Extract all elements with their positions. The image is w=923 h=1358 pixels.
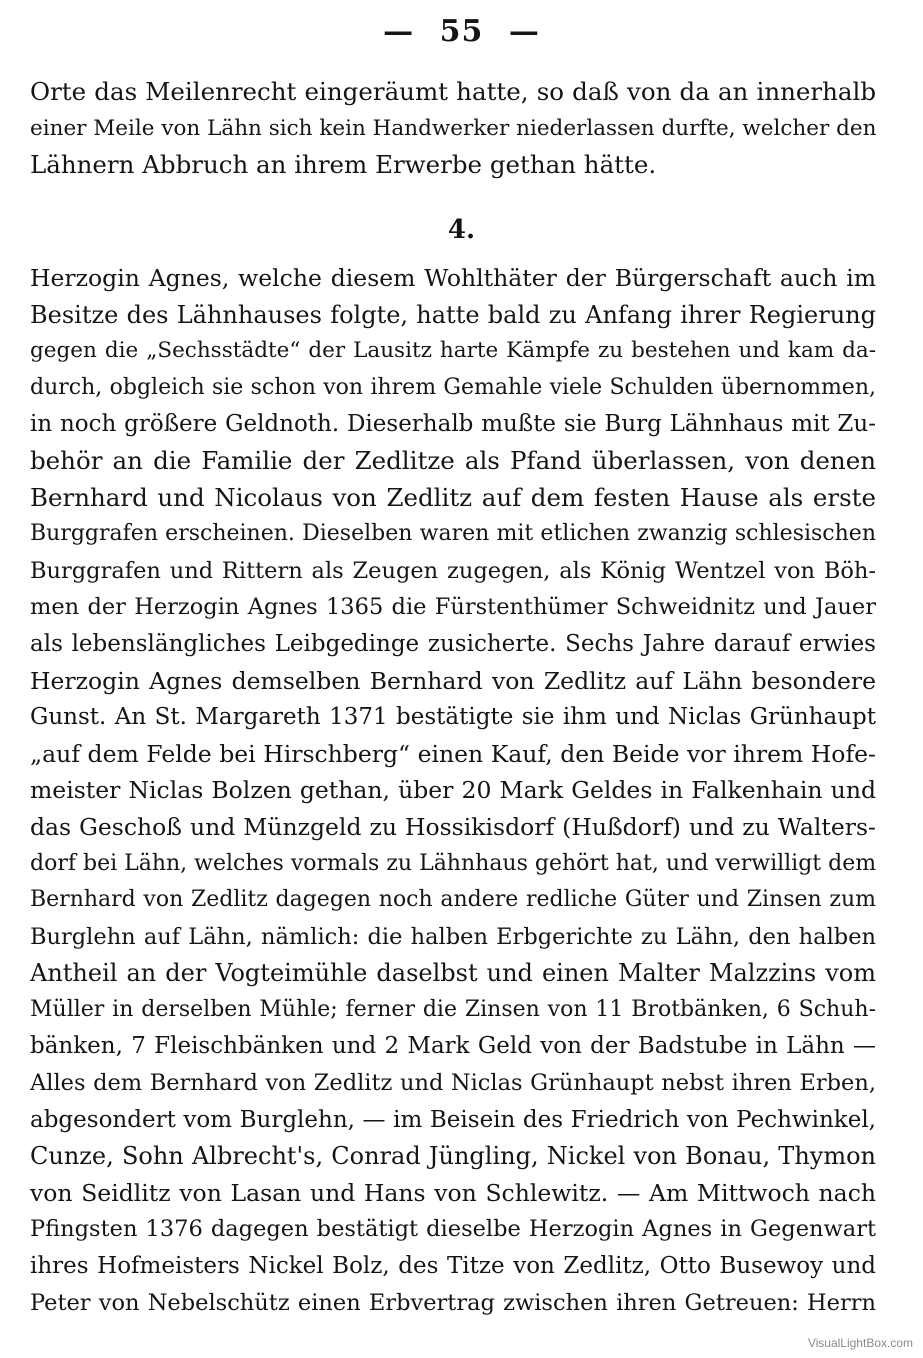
- header-dash-right: —: [508, 14, 540, 49]
- text-line: ihres Hofmeisters Nickel Bolz, des Titze von Zedlitz, Otto Busewoy und: [30, 1253, 876, 1280]
- text-line: als lebenslängliches Leibgedinge zusicherte. Sechs Jahre darauf erwies: [30, 630, 876, 657]
- text-line: Gunst. An St. Margareth 1371 bestätigte sie ihm und Niclas Grünhaupt: [30, 704, 876, 731]
- text-line: abgesondert vom Burglehn, — im Beisein des Friedrich von Pechwinkel,: [30, 1106, 876, 1133]
- text-line: von Seidlitz von Lasan und Hans von Schlewitz. — Am Mittwoch nach: [30, 1178, 876, 1207]
- text-line: Müller in derselben Mühle; ferner die Zinsen von 11 Brotbänken, 6 Schuh-: [30, 996, 876, 1022]
- text-line: Alles dem Bernhard von Zedlitz und Niclas Grünhaupt nebst ihren Erben,: [30, 1070, 876, 1097]
- text-line: in noch größere Geldnoth. Dieserhalb mußte sie Burg Lähnhaus mit Zu-: [30, 411, 876, 438]
- text-line: men der Herzogin Agnes 1365 die Fürstenthümer Schweidnitz und Jauer: [30, 594, 876, 621]
- text-line: gegen die „Sechsstädte“ der Lausitz harte Kämpfe zu bestehen und kam da-: [30, 338, 876, 364]
- text-line: dorf bei Lähn, welches vormals zu Lähnhaus gehört hat, und verwilligt dem: [30, 850, 876, 876]
- text-line: Herzogin Agnes, welche diesem Wohlthäter der Bürgerschaft auch im: [30, 264, 876, 292]
- text-line: Pfingsten 1376 dagegen bestätigt dieselbe Herzogin Agnes in Gegenwart: [30, 1216, 876, 1243]
- text-line: bänken, 7 Fleischbänken und 2 Mark Geld von der Badstube in Lähn —: [30, 1033, 876, 1060]
- text-line: Orte das Meilenrecht eingeräumt hatte, so daß von da an innerhalb: [30, 77, 876, 106]
- page-header: [0, 14, 923, 50]
- text-line: behör an die Familie der Zedlitze als Pfand überlassen, von denen: [30, 445, 876, 475]
- text-line: Bernhard von Zedlitz dagegen noch andere redliche Güter und Zinsen zum: [30, 887, 876, 913]
- page-number: 55: [439, 14, 484, 49]
- text-line: „auf dem Felde bei Hirschberg“ einen Kauf, den Beide vor ihrem Hofe-: [30, 739, 876, 768]
- text-line: Cunze, Sohn Albrecht's, Conrad Jüngling, Nickel von Bonau, Thymon: [30, 1142, 876, 1171]
- text-line: Lähnern Abbruch an ihrem Erwerbe gethan hätte.: [30, 150, 657, 180]
- section-number: 4.: [447, 215, 476, 245]
- text-line: Herzogin Agnes demselben Bernhard von Zedlitz auf Lähn besondere: [30, 666, 876, 695]
- text-line: Burggrafen und Rittern als Zeugen zugegen, als König Wentzel von Böh-: [30, 557, 876, 584]
- text-line: Peter von Nebelschütz einen Erbvertrag zwischen ihren Getreuen: Herrn: [30, 1289, 876, 1316]
- text-line: einer Meile von Lähn sich kein Handwerker niederlassen durfte, welcher den: [30, 115, 876, 141]
- text-line: Burglehn auf Lähn, nämlich: die halben Erbgerichte zu Lähn, den halben: [30, 923, 876, 950]
- intro-paragraph: [30, 74, 876, 184]
- header-dash-left: —: [383, 14, 415, 49]
- section-paragraph: [30, 260, 876, 1321]
- text-line: Besitze des Lähnhauses folgte, hatte bald zu Anfang ihrer Regierung: [30, 300, 876, 329]
- text-line: meister Niclas Bolzen gethan, über 20 Mark Geldes in Falkenhain und: [30, 776, 876, 805]
- text-line: das Geschoß und Münzgeld zu Hossikisdorf (Hußdorf) und zu Walters-: [30, 812, 876, 841]
- text-line: Antheil an der Vogteimühle daselbst und einen Malter Malzzins vom: [30, 959, 876, 988]
- text-line: Burggrafen erscheinen. Dieselben waren mit etlichen zwanzig schlesischen: [30, 521, 876, 547]
- watermark: VisualLightBox.com: [807, 1336, 913, 1350]
- text-line: durch, obgleich sie schon von ihrem Gemahle viele Schulden übernommen,: [30, 374, 876, 400]
- text-line: Bernhard und Nicolaus von Zedlitz auf dem festen Hause als erste: [30, 482, 876, 512]
